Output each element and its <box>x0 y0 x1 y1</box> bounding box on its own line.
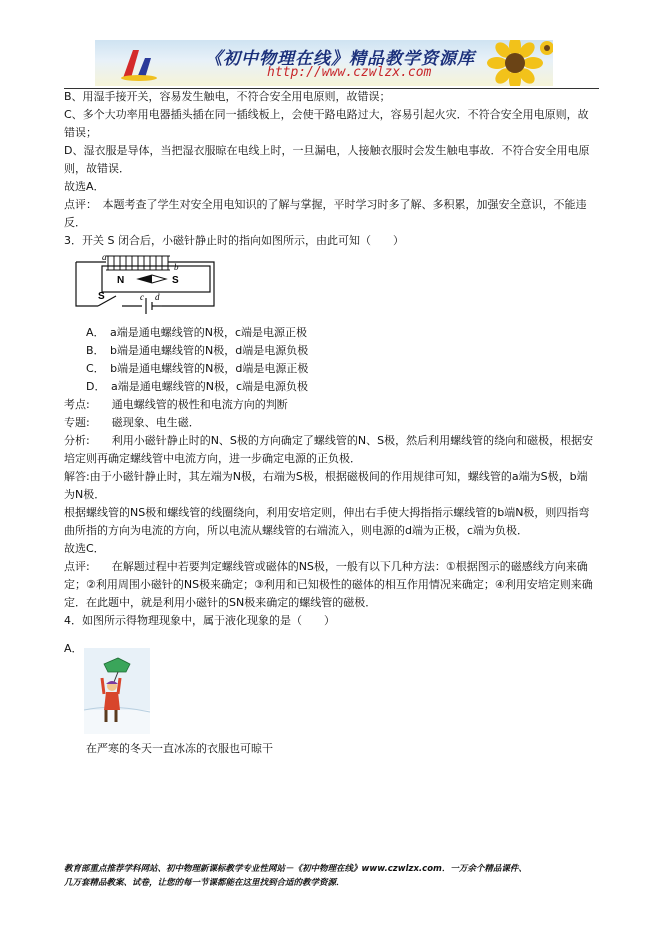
option-a-label: A． <box>64 642 83 655</box>
question-4: 4．如图所示得物理现象中，属于液化现象的是（ ） <box>64 614 335 627</box>
label-a: a <box>102 252 107 262</box>
label-switch: S <box>98 291 105 302</box>
text-line-b: B、用湿手接开关，容易发生触电，不符合安全用电原则，故错误； <box>64 90 391 103</box>
fenxi-line: 分析: 利用小磁针静止时的N、S极的方向确定了螺线管的N、S极，然后利用螺线管的绕向和磁极，根据安培定则再确定螺线管中电流方向，进一步确定电源的正负极． <box>64 434 594 465</box>
header-banner <box>95 40 553 86</box>
option-d: D． a端是通电螺线管的N极，c端是电源负极 <box>86 380 308 393</box>
circuit-figure <box>72 252 222 318</box>
label-d: d <box>155 292 160 302</box>
site-logo <box>119 46 159 82</box>
jieda-line-1: 解答:由于小磁针静止时，其左端为N极，右端为S极，根据磁极间的作用规律可知，螺线管的a端为S极，b端为N极． <box>64 470 588 501</box>
document-body <box>64 88 594 758</box>
dianping-line: 点评: 在解题过程中若要判定螺线管或磁体的NS极，一般有以下几种方法：①根据图示的磁感线方向来确定；②利用周围小磁针的NS极来确定；③利用和已知极性的磁体的相互作用情况来确定；④利用安培定则来确定．在此题中，就是利用小磁针的SN极来确定的螺线管的磁极． <box>64 560 593 609</box>
footer-line-1: 教育部重点推荐学科网站、初中物理新课标教学专业性网站－《初中物理在线》www.czwlzx.com．一万余个精品课件、 <box>64 864 527 874</box>
label-c: c <box>140 292 144 302</box>
question-4-option-a <box>64 640 594 740</box>
sunflower-image <box>475 40 553 86</box>
page-footer <box>64 862 604 890</box>
kaodian-line: 考点: 通电螺线管的极性和电流方向的判断 <box>64 398 288 411</box>
zhuanti-line: 专题: 磁现象、电生磁． <box>64 416 200 429</box>
footer-line-2: 几万套精品教案、试卷，让您的每一节课都能在这里找到合适的教学资源． <box>64 878 345 888</box>
text-line-d: D、湿衣服是导体，当把湿衣服晾在电线上时，一旦漏电，人接触衣服时会发生触电事故．不符合安全用电原则，故错误． <box>64 144 590 175</box>
label-s-needle: S <box>172 275 179 286</box>
answer-line-2: 故选C． <box>64 542 105 555</box>
option-b: B． b端是通电螺线管的N极，d端是电源负极 <box>86 344 309 357</box>
option-a-caption: 在严寒的冬天一直冰冻的衣服也可晾干 <box>86 742 273 755</box>
text-line-c: C、多个大功率用电器插头插在同一插线板上，会使干路电路过大，容易引起火灾．不符合安全用电原则，故错误； <box>64 108 589 139</box>
option-c: C． b端是通电螺线管的N极，d端是电源正极 <box>86 362 309 375</box>
banner-url: http://www.czwlzx.com <box>267 65 432 80</box>
answer-line: 故选A． <box>64 180 105 193</box>
label-n: N <box>117 275 125 286</box>
label-b: b <box>174 262 179 272</box>
jieda-line-2: 根据螺线管的NS极和螺线管的线圈绕向，利用安培定则，伸出右手使大拇指指示螺线管的b端N极，则四指弯曲所指的方向为电流的方向，所以电流从螺线管的右端流入，则电源的d端为正极，c端为负极． <box>64 506 590 537</box>
comment-line: 点评： 本题考查了学生对安全用电知识的了解与掌握，平时学习时多了解、多积累，加强安全意识，不能违反． <box>64 198 587 229</box>
question-3: 3．开关 S 闭合后，小磁针静止时的指向如图所示，由此可知（ ） <box>64 234 404 247</box>
frozen-clothes-illustration <box>84 648 150 734</box>
banner-title: 《初中物理在线》精品教学资源库 <box>205 49 475 69</box>
option-a: A． a端是通电螺线管的N极，c端是电源正极 <box>86 326 308 339</box>
